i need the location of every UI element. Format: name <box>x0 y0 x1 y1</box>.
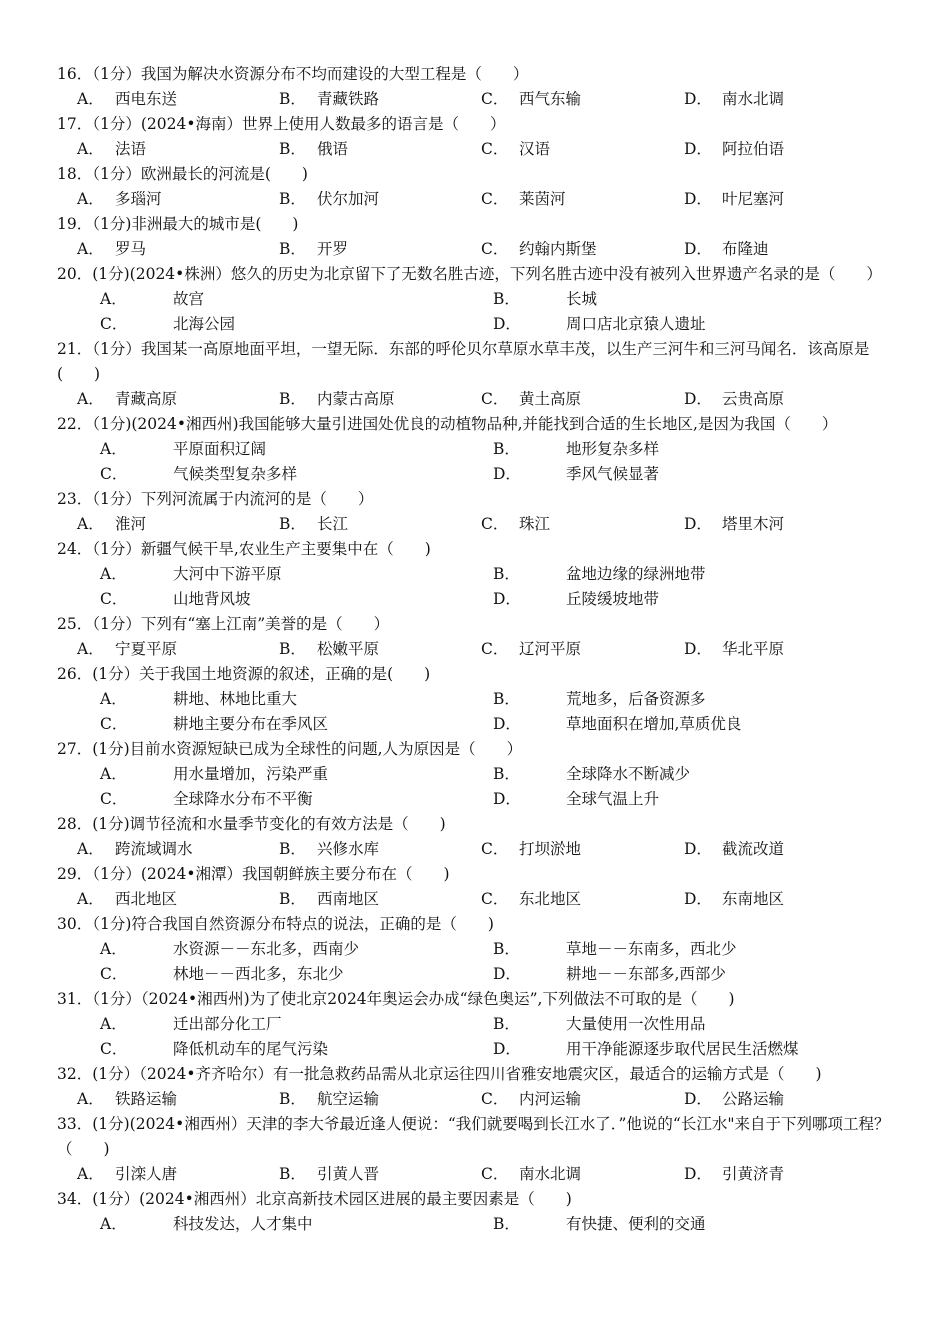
option-text: 西气东输 <box>519 90 582 108</box>
option-text: 南水北调 <box>519 1165 582 1183</box>
option-text: 耕地－－东部多,西部少 <box>566 965 726 983</box>
option-letter: A． <box>100 565 127 583</box>
option-item <box>493 1212 706 1237</box>
question-stem: 25．（1分）下列有“塞上江南”美誉的是（ ） <box>57 615 390 633</box>
option-item <box>481 1162 581 1187</box>
option-item <box>77 837 193 862</box>
option-letter: C． <box>481 1090 509 1108</box>
option-text: 林地－－西北多，东北少 <box>173 965 344 983</box>
option-item <box>279 87 379 112</box>
option-letter: A． <box>77 140 104 158</box>
option-item <box>77 1087 177 1112</box>
exam-page <box>0 62 950 1237</box>
option-item <box>77 87 177 112</box>
option-text: 草地面积在增加,草质优良 <box>566 715 742 733</box>
question-stem: 18．（1分）欧洲最长的河流是( ) <box>57 165 308 183</box>
option-letter: C． <box>100 590 128 608</box>
option-letter: C． <box>100 465 128 483</box>
option-item <box>77 637 177 662</box>
option-letter: A． <box>77 90 104 108</box>
option-item <box>100 312 235 337</box>
option-item <box>77 387 177 412</box>
option-text: 布隆迪 <box>722 240 769 258</box>
question-stem: 17．（1分）(2024•海南）世界上使用人数最多的语言是（ ） <box>57 115 506 133</box>
option-letter: D． <box>684 240 712 258</box>
question-item <box>0 487 950 537</box>
options-row <box>0 587 950 612</box>
question-stem: 23．（1分）下列河流属于内流河的是（ ） <box>57 490 374 508</box>
option-text: 开罗 <box>317 240 349 258</box>
option-letter: D． <box>493 465 521 483</box>
option-item <box>684 87 784 112</box>
options-row <box>0 1162 950 1187</box>
option-letter: A． <box>77 640 104 658</box>
option-text: 云贵高原 <box>722 390 785 408</box>
option-item <box>100 562 282 587</box>
question-stem: 16．（1分）我国为解决水资源分布不均而建设的大型工程是（ ） <box>57 65 529 83</box>
question-stem: 31．（1分）（2024•湘西州)为了使北京2024年奥运会办成“绿色奥运”,下列做法不可取的是（ ) <box>57 990 735 1008</box>
options-row <box>0 462 950 487</box>
option-letter: B． <box>279 515 306 533</box>
option-text: 平原面积辽阔 <box>173 440 267 458</box>
option-text: 伏尔加河 <box>317 190 380 208</box>
option-letter: D． <box>684 515 712 533</box>
option-text: 丘陵缓坡地带 <box>566 590 660 608</box>
options-row <box>0 712 950 737</box>
option-text: 草地－－东南多，西北少 <box>566 940 737 958</box>
option-text: 引滦人唐 <box>115 1165 178 1183</box>
question-stem: 19．（1分)非洲最大的城市是( ) <box>57 215 299 233</box>
option-text: 跨流域调水 <box>115 840 193 858</box>
option-text: 北海公园 <box>173 315 236 333</box>
option-text: 耕地、林地比重大 <box>173 690 298 708</box>
options-row <box>0 887 950 912</box>
option-text: 塔里木河 <box>722 515 785 533</box>
option-item <box>481 387 581 412</box>
option-letter: B． <box>279 140 306 158</box>
question-item <box>0 62 950 112</box>
option-letter: B． <box>279 840 306 858</box>
option-text: 约翰内斯堡 <box>519 240 597 258</box>
option-item <box>684 637 784 662</box>
option-letter: D． <box>684 640 712 658</box>
option-item <box>481 137 550 162</box>
option-text: 青藏铁路 <box>317 90 380 108</box>
option-item <box>493 437 659 462</box>
option-item <box>493 787 659 812</box>
option-letter: B． <box>279 190 306 208</box>
option-letter: B． <box>493 1215 520 1233</box>
option-letter: C． <box>481 190 509 208</box>
option-item <box>100 1212 313 1237</box>
option-letter: D． <box>493 790 521 808</box>
option-letter: C． <box>100 715 128 733</box>
option-letter: B． <box>279 240 306 258</box>
option-item <box>684 187 784 212</box>
option-text: 全球降水不断减少 <box>566 765 691 783</box>
option-letter: A． <box>77 840 104 858</box>
option-text: 大河中下游平原 <box>173 565 282 583</box>
question-item <box>0 112 950 162</box>
options-row <box>0 1087 950 1112</box>
question-item <box>0 1112 950 1187</box>
options-row <box>0 187 950 212</box>
option-letter: C． <box>481 390 509 408</box>
options-row <box>0 387 950 412</box>
option-item <box>279 387 395 412</box>
option-text: 西北地区 <box>115 890 178 908</box>
question-item <box>0 1062 950 1112</box>
option-letter: A． <box>100 290 127 308</box>
option-item <box>493 587 659 612</box>
question-item <box>0 262 950 337</box>
option-item <box>684 512 784 537</box>
options-row <box>0 762 950 787</box>
option-item <box>77 512 146 537</box>
question-item <box>0 612 950 662</box>
option-letter: A． <box>100 690 127 708</box>
option-letter: C． <box>481 240 509 258</box>
question-item <box>0 412 950 487</box>
option-letter: D． <box>684 140 712 158</box>
option-item <box>100 687 297 712</box>
option-item <box>493 1012 706 1037</box>
option-letter: D． <box>684 90 712 108</box>
option-letter: B． <box>493 290 520 308</box>
option-item <box>100 937 359 962</box>
question-item <box>0 212 950 262</box>
option-text: 引黄人晋 <box>317 1165 380 1183</box>
option-item <box>481 1087 581 1112</box>
option-letter: D． <box>684 1090 712 1108</box>
option-text: 法语 <box>115 140 147 158</box>
options-row <box>0 1212 950 1237</box>
option-letter: C． <box>100 315 128 333</box>
options-row <box>0 512 950 537</box>
options-row <box>0 937 950 962</box>
options-row <box>0 237 950 262</box>
option-item <box>493 762 690 787</box>
options-row <box>0 837 950 862</box>
options-row <box>0 312 950 337</box>
option-text: 罗马 <box>115 240 147 258</box>
option-item <box>684 137 784 162</box>
option-item <box>684 387 784 412</box>
option-letter: C． <box>100 1040 128 1058</box>
option-text: 莱茵河 <box>519 190 566 208</box>
option-text: 大量使用一次性用品 <box>566 1015 706 1033</box>
question-item <box>0 987 950 1062</box>
option-text: 兴修水库 <box>317 840 380 858</box>
option-letter: A． <box>77 515 104 533</box>
option-letter: B． <box>493 940 520 958</box>
options-row <box>0 437 950 462</box>
question-item <box>0 662 950 737</box>
option-text: 气候类型复杂多样 <box>173 465 298 483</box>
option-item <box>279 1162 379 1187</box>
option-letter: D． <box>684 890 712 908</box>
option-text: 西南地区 <box>317 890 380 908</box>
option-letter: B． <box>493 565 520 583</box>
option-text: 辽河平原 <box>519 640 582 658</box>
option-text: 长城 <box>566 290 598 308</box>
option-item <box>684 887 784 912</box>
option-letter: C． <box>481 515 509 533</box>
option-item <box>493 287 597 312</box>
option-item <box>493 687 706 712</box>
option-text: 青藏高原 <box>115 390 178 408</box>
option-item <box>493 312 706 337</box>
option-letter: D． <box>493 1040 521 1058</box>
option-item <box>77 887 177 912</box>
option-text: 季风气候显著 <box>566 465 660 483</box>
option-text: 松嫩平原 <box>317 640 380 658</box>
option-text: 黄土高原 <box>519 390 582 408</box>
option-item <box>77 187 162 212</box>
options-row <box>0 1012 950 1037</box>
option-text: 阿拉伯语 <box>722 140 785 158</box>
option-text: 宁夏平原 <box>115 640 178 658</box>
option-text: 多瑙河 <box>115 190 162 208</box>
question-stem: 26．(1分）关于我国土地资源的叙述，正确的是( ) <box>57 665 431 683</box>
option-text: 地形复杂多样 <box>566 440 660 458</box>
option-text: 山地背风坡 <box>173 590 251 608</box>
option-text: 科技发达，人才集中 <box>173 1215 313 1233</box>
option-text: 汉语 <box>519 140 551 158</box>
option-item <box>100 287 204 312</box>
option-letter: B． <box>279 890 306 908</box>
question-stem: 27．(1分)目前水资源短缺已成为全球性的问题,人为原因是（ ） <box>57 740 523 758</box>
option-item <box>481 637 581 662</box>
option-letter: D． <box>684 1165 712 1183</box>
option-letter: A． <box>77 190 104 208</box>
option-letter: C． <box>100 965 128 983</box>
option-item <box>279 237 348 262</box>
question-stem: 22．（1分)(2024•湘西州)我国能够大量引进国处优良的动植物品种,并能找到合适的生长地区,是因为我国（ ） <box>57 415 838 433</box>
option-text: 东南地区 <box>722 890 785 908</box>
option-item <box>493 937 737 962</box>
option-letter: C． <box>100 790 128 808</box>
option-text: 华北平原 <box>722 640 785 658</box>
option-item <box>481 887 581 912</box>
option-letter: D． <box>684 190 712 208</box>
option-letter: A． <box>100 1215 127 1233</box>
question-stem: 24．（1分）新疆气候干旱,农业生产主要集中在（ ) <box>57 540 431 558</box>
option-letter: D． <box>493 715 521 733</box>
option-item <box>279 1087 379 1112</box>
option-item <box>279 512 348 537</box>
question-stem: 34．(1分）(2024•湘西州）北京高新技术园区进展的最主要因素是（ ) <box>57 1190 572 1208</box>
option-item <box>481 512 550 537</box>
option-letter: B． <box>279 640 306 658</box>
option-letter: B． <box>493 440 520 458</box>
option-text: 迁出部分化工厂 <box>173 1015 282 1033</box>
option-text: 水资源－－东北多，西南少 <box>173 940 360 958</box>
question-item <box>0 162 950 212</box>
option-letter: A． <box>100 765 127 783</box>
question-stem: 33．(1分)(2024•湘西州）天津的李大爷最近逢人便说：“我们就要喝到长江水了．”他说的“长江水"来自于下列哪项工程？（ ) <box>57 1115 890 1158</box>
question-item <box>0 1187 950 1237</box>
option-item <box>279 837 379 862</box>
option-text: 打坝淤地 <box>519 840 582 858</box>
option-text: 长江 <box>317 515 349 533</box>
option-item <box>100 1037 328 1062</box>
option-item <box>77 237 146 262</box>
options-row <box>0 787 950 812</box>
question-stem: 20．(1分)(2024•株洲）悠久的历史为北京留下了无数名胜古迹，下列名胜古迹中没有被列入世界遗产名录的是（ ） <box>57 265 882 283</box>
option-letter: D． <box>493 590 521 608</box>
option-item <box>493 1037 799 1062</box>
options-row <box>0 87 950 112</box>
option-text: 用干净能源逐步取代居民生活燃煤 <box>566 1040 799 1058</box>
option-item <box>77 137 146 162</box>
question-stem: 32．(1分）（2024•齐齐哈尔）有一批急救药品需从北京运往四川省雅安地震灾区，最适合的运输方式是（ ) <box>57 1065 822 1083</box>
option-text: 故宫 <box>173 290 205 308</box>
option-item <box>493 712 741 737</box>
option-text: 耕地主要分布在季风区 <box>173 715 329 733</box>
option-item <box>100 437 266 462</box>
option-item <box>481 187 566 212</box>
options-row <box>0 962 950 987</box>
option-text: 叶尼塞河 <box>722 190 785 208</box>
option-text: 周口店北京猿人遗址 <box>566 315 706 333</box>
option-letter: C． <box>481 840 509 858</box>
option-item <box>493 962 726 987</box>
question-item <box>0 812 950 862</box>
option-item <box>100 762 328 787</box>
option-item <box>684 837 784 862</box>
option-item <box>100 787 313 812</box>
option-text: 全球气温上升 <box>566 790 660 808</box>
question-item <box>0 737 950 812</box>
options-row <box>0 637 950 662</box>
option-letter: A． <box>100 940 127 958</box>
option-text: 南水北调 <box>722 90 785 108</box>
question-stem: 21．（1分）我国某一高原地面平坦，一望无际．东部的呼伦贝尔草原水草丰茂，以生产三河牛和三河马闻名．该高原是( ) <box>57 340 870 383</box>
option-letter: B． <box>493 765 520 783</box>
question-item <box>0 537 950 612</box>
option-item <box>279 637 379 662</box>
option-text: 淮河 <box>115 515 147 533</box>
option-text: 全球降水分布不平衡 <box>173 790 313 808</box>
options-row <box>0 687 950 712</box>
option-item <box>684 1087 784 1112</box>
options-row <box>0 562 950 587</box>
option-letter: C． <box>481 140 509 158</box>
option-item <box>481 87 581 112</box>
option-item <box>684 1162 784 1187</box>
option-letter: D． <box>684 390 712 408</box>
option-text: 盆地边缘的绿洲地带 <box>566 565 706 583</box>
option-letter: D． <box>493 965 521 983</box>
question-stem: 30．（1分)符合我国自然资源分布特点的说法，正确的是（ ) <box>57 915 494 933</box>
option-letter: B． <box>279 1165 306 1183</box>
option-letter: D． <box>493 315 521 333</box>
option-letter: A． <box>77 1165 104 1183</box>
option-text: 用水量增加，污染严重 <box>173 765 329 783</box>
options-row <box>0 1037 950 1062</box>
option-text: 截流改道 <box>722 840 785 858</box>
option-item <box>279 887 379 912</box>
option-letter: B． <box>279 390 306 408</box>
option-letter: B． <box>493 690 520 708</box>
option-letter: C． <box>481 890 509 908</box>
option-text: 航空运输 <box>317 1090 380 1108</box>
option-text: 内河运输 <box>519 1090 582 1108</box>
option-letter: A． <box>77 890 104 908</box>
option-letter: A． <box>77 1090 104 1108</box>
option-text: 西电东送 <box>115 90 178 108</box>
option-item <box>684 237 769 262</box>
option-text: 降低机动车的尾气污染 <box>173 1040 329 1058</box>
option-item <box>279 137 348 162</box>
option-letter: B． <box>279 90 306 108</box>
option-letter: B． <box>279 1090 306 1108</box>
option-letter: A． <box>77 240 104 258</box>
question-stem: 29．（1分）(2024•湘潭）我国朝鲜族主要分布在（ ) <box>57 865 450 883</box>
option-item <box>493 462 659 487</box>
option-text: 内蒙古高原 <box>317 390 395 408</box>
option-text: 俄语 <box>317 140 349 158</box>
option-item <box>481 837 581 862</box>
option-letter: A． <box>100 1015 127 1033</box>
option-letter: C． <box>481 640 509 658</box>
option-letter: C． <box>481 90 509 108</box>
option-text: 荒地多，后备资源多 <box>566 690 706 708</box>
question-item <box>0 862 950 912</box>
option-letter: B． <box>493 1015 520 1033</box>
option-text: 有快捷、便利的交通 <box>566 1215 706 1233</box>
option-text: 珠江 <box>519 515 551 533</box>
question-stem: 28．(1分)调节径流和水量季节变化的有效方法是（ ) <box>57 815 446 833</box>
option-item <box>100 962 344 987</box>
option-text: 东北地区 <box>519 890 582 908</box>
option-letter: C． <box>481 1165 509 1183</box>
option-item <box>100 462 297 487</box>
option-letter: A． <box>77 390 104 408</box>
options-row <box>0 287 950 312</box>
options-row <box>0 137 950 162</box>
option-letter: D． <box>684 840 712 858</box>
question-item <box>0 912 950 987</box>
option-item <box>100 1012 282 1037</box>
option-item <box>481 237 597 262</box>
option-item <box>77 1162 177 1187</box>
option-text: 铁路运输 <box>115 1090 178 1108</box>
option-text: 公路运输 <box>722 1090 785 1108</box>
option-item <box>493 562 706 587</box>
option-item <box>100 712 328 737</box>
option-item <box>279 187 379 212</box>
option-letter: A． <box>100 440 127 458</box>
option-text: 引黄济青 <box>722 1165 785 1183</box>
question-item <box>0 337 950 412</box>
option-item <box>100 587 251 612</box>
